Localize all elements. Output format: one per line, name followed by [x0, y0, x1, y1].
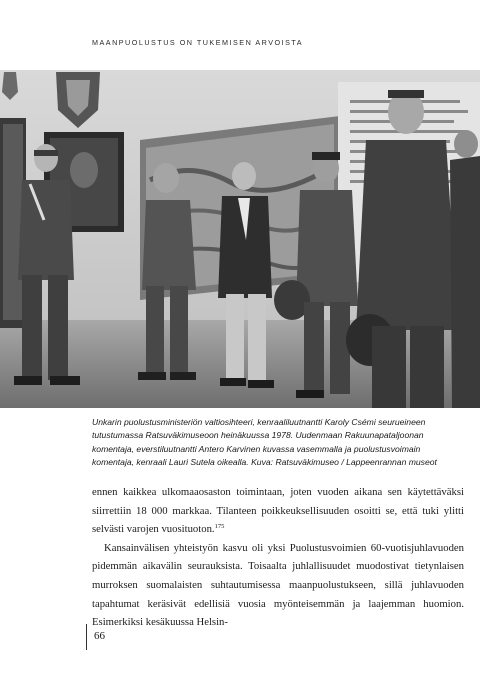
photo-caption: Unkarin puolustusministeriön valtiosihteeri, kenraaliluutnantti Karoly Csémi seurueineen tutustumassa Ratsuväkimuseoon heinäkuussa 1978. Uudenmaan Rakuunapataljoonan komentaja, everstiluutnantti Antero Karvinen kuvassa vasemmalla ja puolustusvoimain komentaja, kenraali Lauri Sutela oikealla. Kuva: Ratsuväkimuseo / Lappeenrannan museot [92, 417, 437, 468]
paragraph-2: Kansainvälisen yhteistyön kasvu oli yksi Puolustusvoimien 60-vuotisjuhlavuoden pidemmän aikavälin seurauksista. Toisaalta juhlallisuudet muodostivat tietynlaisen murroksen suomalaisten suhtautumisessa maanpuolustukseen, sillä juhlavuoden tapahtumat keräsivät edellisiä vuosia myönteisemmän ja laajemman huomion. Esimerkiksi kesäkuussa Helsin- [92, 541, 464, 629]
paragraph-1 [92, 483, 464, 539]
paragraph-1-text: ennen kaikkea ulkomaaosaston toimintaan, joten vuoden aikana sen käytettäväksi siirrettiin 18 000 markkaa. Tilanteen poikkeuksellisuuden osoitti se, että tuki ylitti selvästi varojen vuosituoton. [92, 486, 464, 536]
footnote-ref[interactable]: 175 [214, 523, 225, 531]
museo-photo [0, 70, 480, 408]
page-number: 66 [94, 630, 105, 642]
page-number-rule [86, 624, 87, 650]
running-header: MAANPUOLUSTUS ON TUKEMISEN ARVOISTA [92, 38, 304, 47]
body-text [92, 483, 464, 632]
